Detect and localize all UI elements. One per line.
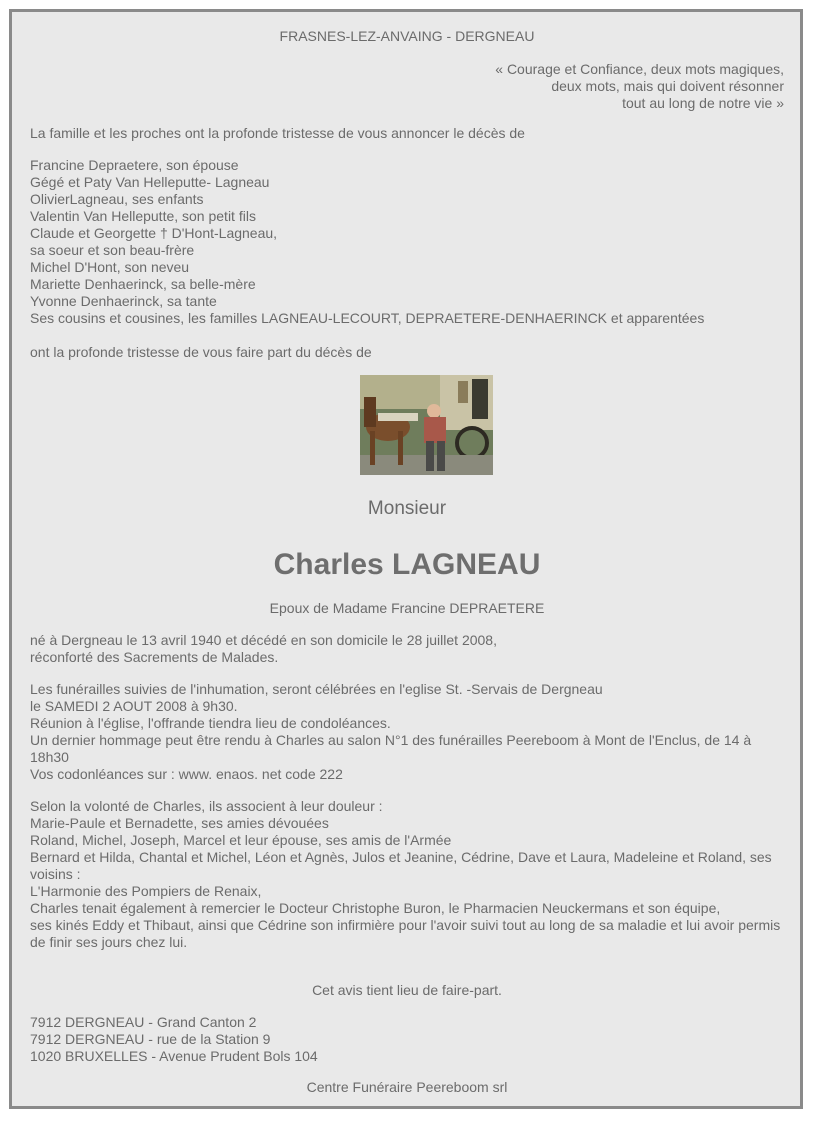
addresses	[30, 1014, 784, 1065]
family-member: Valentin Van Helleputte, son petit fils	[30, 208, 256, 224]
quote-line: « Courage et Confiance, deux mots magiques,	[495, 61, 784, 77]
family-member: sa soeur et son beau-frère	[30, 242, 195, 258]
notice-content	[30, 12, 784, 1106]
funeral-line: le SAMEDI 2 AOUT 2008 à 9h30.	[30, 698, 238, 714]
family-member: OlivierLagneau, ses enfants	[30, 191, 204, 207]
announce-text: ont la profonde tristesse de vous faire part du décès de	[30, 344, 372, 360]
funeral-line: Un dernier hommage peut être rendu à Charles au salon N°1 des funérailles Peereboom à Mont de l'Enclus, de 14 à 18h30	[30, 732, 752, 765]
funeral-line: Vos codonléances sur : www. enaos. net code 222	[30, 766, 343, 782]
notice-text: Cet avis tient lieu de faire-part.	[312, 982, 502, 998]
birth-death-info	[30, 632, 784, 666]
intro-text: La famille et les proches ont la profonde tristesse de vous annoncer le décès de	[30, 125, 525, 141]
family-member: Claude et Georgette † D'Hont-Lagneau,	[30, 225, 278, 241]
birth-line: réconforté des Sacrements de Malades.	[30, 649, 279, 665]
funeral-info	[30, 681, 784, 783]
deceased-name: Charles LAGNEAU	[273, 548, 541, 581]
location-header: FRASNES-LEZ-ANVAING - DERGNEAU	[279, 28, 535, 44]
wishes-line: Selon la volonté de Charles, ils associent à leur douleur :	[30, 798, 383, 814]
wishes-line: Roland, Michel, Joseph, Marcel et leur épouse, ses amis de l'Armée	[30, 832, 452, 848]
family-member: Michel D'Hont, son neveu	[30, 259, 190, 275]
family-member: Francine Depraetere, son épouse	[30, 157, 239, 173]
address-line: 7912 DERGNEAU - rue de la Station 9	[30, 1031, 271, 1047]
family-member: Ses cousins et cousines, les familles LAGNEAU-LECOURT, DEPRAETERE-DENHAERINCK et apparentées	[30, 310, 705, 326]
spouse-line: Epoux de Madame Francine DEPRAETERE	[269, 600, 545, 616]
wishes-line: ses kinés Eddy et Thibaut, ainsi que Cédrine son infirmière pour l'avoir suivi tout au long de sa maladie et lui avoir permis	[30, 917, 781, 933]
birth-line: né à Dergneau le 13 avril 1940 et décédé en son domicile le 28 juillet 2008,	[30, 632, 497, 648]
address-line: 1020 BRUXELLES - Avenue Prudent Bols 104	[30, 1048, 318, 1064]
family-member: Gégé et Paty Van Helleputte- Lagneau	[30, 174, 270, 190]
funeral-line: Réunion à l'église, l'offrande tiendra lieu de condoléances.	[30, 715, 391, 731]
wishes-section	[30, 798, 784, 951]
wishes-line: L'Harmonie des Pompiers de Renaix,	[30, 883, 262, 899]
quote-line: deux mots, mais qui doivent résonner	[551, 78, 784, 94]
deceased-title: Monsieur	[367, 498, 447, 519]
family-member: Mariette Denhaerinck, sa belle-mère	[30, 276, 256, 292]
funeral-line: Les funérailles suivies de l'inhumation, seront célébrées en l'eglise St. -Servais de Dergneau	[30, 681, 603, 697]
funeral-home: Centre Funéraire Peereboom srl	[306, 1079, 508, 1095]
wishes-line: de finir ses jours chez lui.	[30, 934, 188, 950]
family-member: Yvonne Denhaerinck, sa tante	[30, 293, 217, 309]
quote-line: tout au long de notre vie »	[622, 95, 784, 111]
quote	[30, 61, 784, 112]
family-list	[30, 157, 784, 327]
wishes-line: Charles tenait également à remercier le Docteur Christophe Buron, le Pharmacien Neuckermans et son équipe,	[30, 900, 721, 916]
wishes-line: Bernard et Hilda, Chantal et Michel, Léon et Agnès, Julos et Jeanine, Cédrine, Dave et Laura, Madeleine et Roland, ses voisins :	[30, 849, 772, 882]
portrait-photo-icon	[360, 375, 493, 475]
address-line: 7912 DERGNEAU - Grand Canton 2	[30, 1014, 257, 1030]
wishes-line: Marie-Paule et Bernadette, ses amies dévouées	[30, 815, 329, 831]
death-notice-card	[9, 9, 803, 1109]
